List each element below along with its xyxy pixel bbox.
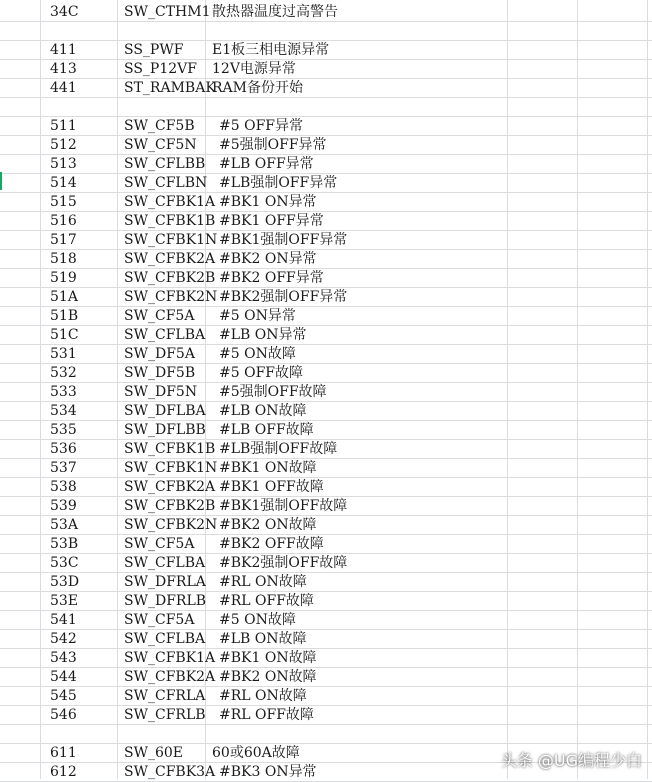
cell-code[interactable]: 542 <box>50 631 77 647</box>
table-row[interactable] <box>0 136 652 155</box>
cell-name[interactable]: SW_CF5N <box>124 137 197 153</box>
table-row[interactable] <box>0 383 652 402</box>
cell-code[interactable]: 517 <box>50 232 77 248</box>
cell-name[interactable]: SW_DF5N <box>124 384 198 400</box>
cell-description[interactable]: #RL ON故障 <box>219 574 307 590</box>
cell-description[interactable]: RAM备份开始 <box>212 80 303 96</box>
cell-name[interactable]: SW_CFBK3A <box>124 764 216 780</box>
table-row[interactable] <box>0 3 652 22</box>
table-row[interactable] <box>0 478 652 497</box>
table-row[interactable] <box>0 573 652 592</box>
table-row[interactable] <box>0 649 652 668</box>
table-row[interactable] <box>0 193 652 212</box>
table-row[interactable] <box>0 630 652 649</box>
cell-description[interactable]: #5 ON故障 <box>219 612 296 628</box>
cell-code[interactable]: 537 <box>50 460 77 476</box>
cell-code[interactable]: 514 <box>50 175 77 191</box>
cell-name[interactable]: SW_CFBK2N <box>124 517 218 533</box>
cell-code[interactable]: 532 <box>50 365 77 381</box>
cell-name[interactable]: SW_CFRLB <box>124 707 206 723</box>
table-row[interactable] <box>0 668 652 687</box>
cell-name[interactable]: ST_RAMBAK <box>124 80 216 96</box>
cell-code[interactable]: 534 <box>50 403 77 419</box>
cell-code[interactable]: 51B <box>50 308 79 324</box>
cell-name[interactable]: SW_CF5A <box>124 308 195 324</box>
cell-name[interactable]: SW_DFRLB <box>124 593 207 609</box>
table-row[interactable] <box>0 231 652 250</box>
cell-code[interactable]: 53C <box>50 555 79 571</box>
cell-description[interactable]: #BK2 OFF异常 <box>219 270 324 286</box>
cell-name[interactable]: SW_60E <box>124 745 184 761</box>
watermark: 头条 @UG编程少白 <box>500 751 642 770</box>
cell-code[interactable]: 545 <box>50 688 77 704</box>
cell-code[interactable]: 516 <box>50 213 77 229</box>
table-row[interactable] <box>0 60 652 79</box>
table-row[interactable] <box>0 535 652 554</box>
cell-name[interactable]: SW_CF5A <box>124 612 195 628</box>
cell-description[interactable]: #RL ON故障 <box>219 688 307 704</box>
table-row[interactable] <box>0 250 652 269</box>
cell-name[interactable]: SW_CFBK1N <box>124 232 218 248</box>
cell-code[interactable]: 536 <box>50 441 77 457</box>
cell-code[interactable]: 611 <box>50 745 77 761</box>
cell-code[interactable]: 511 <box>50 118 77 134</box>
cell-code[interactable]: 51A <box>50 289 78 305</box>
cell-description[interactable]: #5强制OFF异常 <box>219 137 327 153</box>
cell-code[interactable]: 543 <box>50 650 77 666</box>
cell-name[interactable]: SW_CFBK2B <box>124 498 216 514</box>
cell-description[interactable]: #LB强制OFF异常 <box>219 175 338 191</box>
table-row[interactable] <box>0 117 652 136</box>
cell-code[interactable]: 612 <box>50 764 77 780</box>
cell-code[interactable]: 513 <box>50 156 77 172</box>
cell-description[interactable]: #LB强制OFF故障 <box>219 441 338 457</box>
cell-description[interactable]: #BK2 ON故障 <box>219 517 317 533</box>
cell-description[interactable]: #BK2强制OFF故障 <box>219 555 348 571</box>
cell-description[interactable]: #RL OFF故障 <box>219 593 314 609</box>
table-row[interactable] <box>0 98 652 117</box>
cell-code[interactable]: 533 <box>50 384 77 400</box>
cell-name[interactable]: SW_CFBK1B <box>124 441 216 457</box>
cell-name[interactable]: SW_CFLBB <box>124 156 206 172</box>
cell-description[interactable]: #5强制OFF故障 <box>219 384 327 400</box>
cell-name[interactable]: SW_CFBK1A <box>124 650 216 666</box>
table-row[interactable] <box>0 345 652 364</box>
table-row[interactable] <box>0 326 652 345</box>
cell-name[interactable]: SW_CF5B <box>124 118 195 134</box>
cell-name[interactable]: SW_CFBK2A <box>124 669 216 685</box>
cell-code[interactable]: 546 <box>50 707 77 723</box>
cell-code[interactable]: 441 <box>50 80 77 96</box>
cell-code[interactable]: 519 <box>50 270 77 286</box>
cell-name[interactable]: SS_P12VF <box>124 61 197 77</box>
table-row[interactable] <box>0 364 652 383</box>
cell-description[interactable]: #BK1 ON异常 <box>219 194 317 210</box>
cell-name[interactable]: SW_CFBK2N <box>124 289 218 305</box>
cell-code[interactable]: 411 <box>50 42 77 58</box>
table-row[interactable] <box>0 516 652 535</box>
table-row[interactable] <box>0 440 652 459</box>
cell-description[interactable]: #5 OFF异常 <box>219 118 303 134</box>
cell-name[interactable]: SW_DF5A <box>124 346 195 362</box>
cell-description[interactable]: #BK2 ON故障 <box>219 669 317 685</box>
cell-description[interactable]: 12V电源异常 <box>212 61 296 77</box>
cell-description[interactable]: #BK2 ON异常 <box>219 251 317 267</box>
cell-name[interactable]: SW_CFBK1B <box>124 213 216 229</box>
table-row[interactable] <box>0 402 652 421</box>
cell-code[interactable]: 34C <box>50 4 79 20</box>
cell-name[interactable]: SW_CFLBA <box>124 327 206 343</box>
cell-description[interactable]: #BK1 ON故障 <box>219 460 317 476</box>
cell-description[interactable]: #LB ON故障 <box>219 631 307 647</box>
cell-code[interactable]: 541 <box>50 612 77 628</box>
cell-description[interactable]: #BK3 ON异常 <box>219 764 317 780</box>
cell-name[interactable]: SW_CFBK2B <box>124 270 216 286</box>
cell-name[interactable]: SW_CTHM1 <box>124 4 211 20</box>
table-row[interactable] <box>0 174 652 193</box>
cell-code[interactable]: 413 <box>50 61 77 77</box>
table-row[interactable] <box>0 288 652 307</box>
table-row[interactable] <box>0 687 652 706</box>
table-row[interactable] <box>0 459 652 478</box>
cell-description[interactable]: #5 ON异常 <box>219 308 296 324</box>
cell-code[interactable]: 51C <box>50 327 79 343</box>
table-row[interactable] <box>0 592 652 611</box>
table-row[interactable] <box>0 155 652 174</box>
cell-description[interactable]: #BK1 OFF故障 <box>219 479 324 495</box>
table-row[interactable] <box>0 269 652 288</box>
cell-description[interactable]: #LB OFF异常 <box>219 156 314 172</box>
cell-name[interactable]: SW_DFLBA <box>124 403 206 419</box>
cell-code[interactable]: 544 <box>50 669 77 685</box>
cell-description[interactable]: #BK1强制OFF故障 <box>219 498 348 514</box>
cell-name[interactable]: SW_CFBK2A <box>124 479 216 495</box>
table-row[interactable] <box>0 706 652 725</box>
cell-description[interactable]: #BK1 ON故障 <box>219 650 317 666</box>
active-row-indicator <box>0 172 2 190</box>
table-row[interactable] <box>0 611 652 630</box>
table-row[interactable] <box>0 41 652 60</box>
cell-description[interactable]: #5 OFF故障 <box>219 365 303 381</box>
cell-name[interactable]: SW_CF5A <box>124 536 195 552</box>
cell-name[interactable]: SW_CFBK1N <box>124 460 218 476</box>
cell-description[interactable]: #LB ON故障 <box>219 403 307 419</box>
cell-name[interactable]: SW_CFLBN <box>124 175 208 191</box>
cell-code[interactable]: 512 <box>50 137 77 153</box>
cell-description[interactable]: E1板三相电源异常 <box>212 42 330 58</box>
cell-description[interactable]: #BK2强制OFF异常 <box>219 289 348 305</box>
table-row[interactable] <box>0 421 652 440</box>
cell-code[interactable]: 53B <box>50 536 79 552</box>
cell-description[interactable]: #5 ON故障 <box>219 346 296 362</box>
cell-description[interactable]: #RL OFF故障 <box>219 707 314 723</box>
cell-code[interactable]: 53A <box>50 517 78 533</box>
cell-description[interactable]: #BK1 OFF异常 <box>219 213 324 229</box>
cell-name[interactable]: SW_CFRLA <box>124 688 206 704</box>
cell-code[interactable]: 515 <box>50 194 77 210</box>
cell-name[interactable]: SW_DF5B <box>124 365 196 381</box>
cell-code[interactable]: 53E <box>50 593 79 609</box>
cell-name[interactable]: SW_CFBK2A <box>124 251 216 267</box>
table-row[interactable] <box>0 554 652 573</box>
cell-code[interactable]: 539 <box>50 498 77 514</box>
cell-description[interactable]: 60或60A故障 <box>212 745 300 761</box>
cell-description[interactable]: #LB OFF故障 <box>219 422 314 438</box>
cell-name[interactable]: SS_PWF <box>124 42 184 58</box>
cell-code[interactable]: 535 <box>50 422 77 438</box>
table-row[interactable] <box>0 79 652 98</box>
table-row[interactable] <box>0 212 652 231</box>
cell-code[interactable]: 53D <box>50 574 80 590</box>
table-row[interactable] <box>0 22 652 41</box>
cell-description[interactable]: #LB ON异常 <box>219 327 307 343</box>
table-row[interactable] <box>0 725 652 744</box>
cell-code[interactable]: 518 <box>50 251 77 267</box>
cell-code[interactable]: 531 <box>50 346 77 362</box>
cell-code[interactable]: 538 <box>50 479 77 495</box>
cell-name[interactable]: SW_CFLBA <box>124 555 206 571</box>
cell-description[interactable]: 散热器温度过高警告 <box>212 4 338 20</box>
cell-name[interactable]: SW_DFRLA <box>124 574 206 590</box>
table-row[interactable] <box>0 497 652 516</box>
table-row[interactable] <box>0 307 652 326</box>
cell-name[interactable]: SW_CFBK1A <box>124 194 216 210</box>
cell-name[interactable]: SW_CFLBA <box>124 631 206 647</box>
cell-name[interactable]: SW_DFLBB <box>124 422 206 438</box>
cell-description[interactable]: #BK2 OFF故障 <box>219 536 324 552</box>
cell-description[interactable]: #BK1强制OFF异常 <box>219 232 348 248</box>
